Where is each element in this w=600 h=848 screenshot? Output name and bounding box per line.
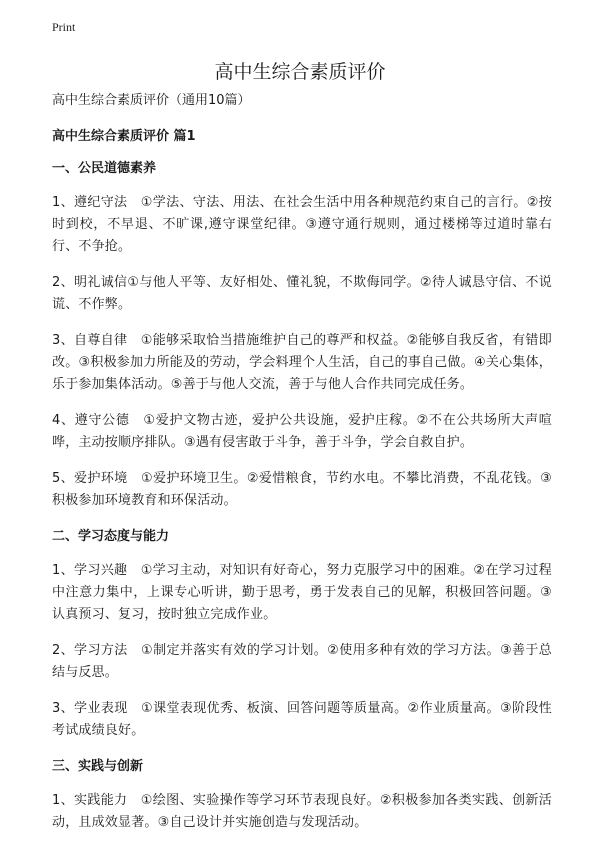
article-title: 高中生综合素质评价 篇1	[52, 129, 196, 144]
page-title: 高中生综合素质评价	[214, 61, 386, 83]
paragraph: 1、学习兴趣 ①学习主动，对知识有好奇心，努力克服学习中的困难。②在学习过程中注意力集中，上课专心听讲，勤于思考，勇于发表自己的见解，积极回答问题。③认真预习、复习，按时独立完成作业。	[52, 563, 552, 622]
section-practice-innovation	[52, 756, 552, 834]
paragraph: 3、自尊自律 ①能够采取恰当措施维护自己的尊严和权益。②能够自我反省，有错即改。③积极参加力所能及的劳动，学会料理个人生活，自己的事自己做。④关心集体，乐于参加集体活动。⑤善于与他人交流，善于与他人合作共同完成任务。	[52, 333, 552, 392]
paragraph: 2、学习方法 ①制定并落实有效的学习计划。②使用多种有效的学习方法。③善于总结与反思。	[52, 643, 552, 680]
paragraph: 1、遵纪守法 ①学法、守法、用法、在社会生活中用各种规范约束自己的言行。②按时到校，不早退、不旷课,遵守课堂纪律。③遵守通行规则，通过楼梯等过道时靠右行、不争抢。	[52, 195, 552, 254]
section-learning-attitude	[52, 526, 552, 742]
section-heading: 一、公民道德素养	[52, 161, 157, 176]
document-body	[52, 90, 552, 848]
paragraph: 3、学业表现 ①课堂表现优秀、板演、回答问题等质量高。②作业质量高。③阶段性考试成绩良好。	[52, 701, 552, 738]
paragraph: 1、实践能力 ①绘图、实验操作等学习环节表现良好。②积极参加各类实践、创新活动，且成效显著。③自己设计并实施创造与发现活动。	[52, 793, 552, 830]
section-heading: 二、学习态度与能力	[52, 529, 170, 544]
paragraph: 5、爱护环境 ①爱护环境卫生。②爱惜粮食，节约水电。不攀比消费，不乱花钱。③积极参加环境教育和环保活动。	[52, 471, 552, 508]
print-link[interactable]: Print	[52, 20, 76, 34]
section-heading: 三、实践与创新	[52, 759, 144, 774]
document-subtitle: 高中生综合素质评价（通用10篇）	[52, 93, 251, 108]
paragraph: 4、遵守公德 ①爱护文物古迹，爱护公共设施，爱护庄稼。②不在公共场所大声喧哗，主动按顺序排队。③遇有侵害敢于斗争，善于斗争，学会自救自护。	[52, 413, 552, 450]
paragraph: 2、明礼诚信①与他人平等、友好相处、懂礼貌，不欺侮同学。②待人诚恳守信、不说谎、不作弊。	[52, 275, 552, 312]
section-civic-morality	[52, 158, 552, 512]
